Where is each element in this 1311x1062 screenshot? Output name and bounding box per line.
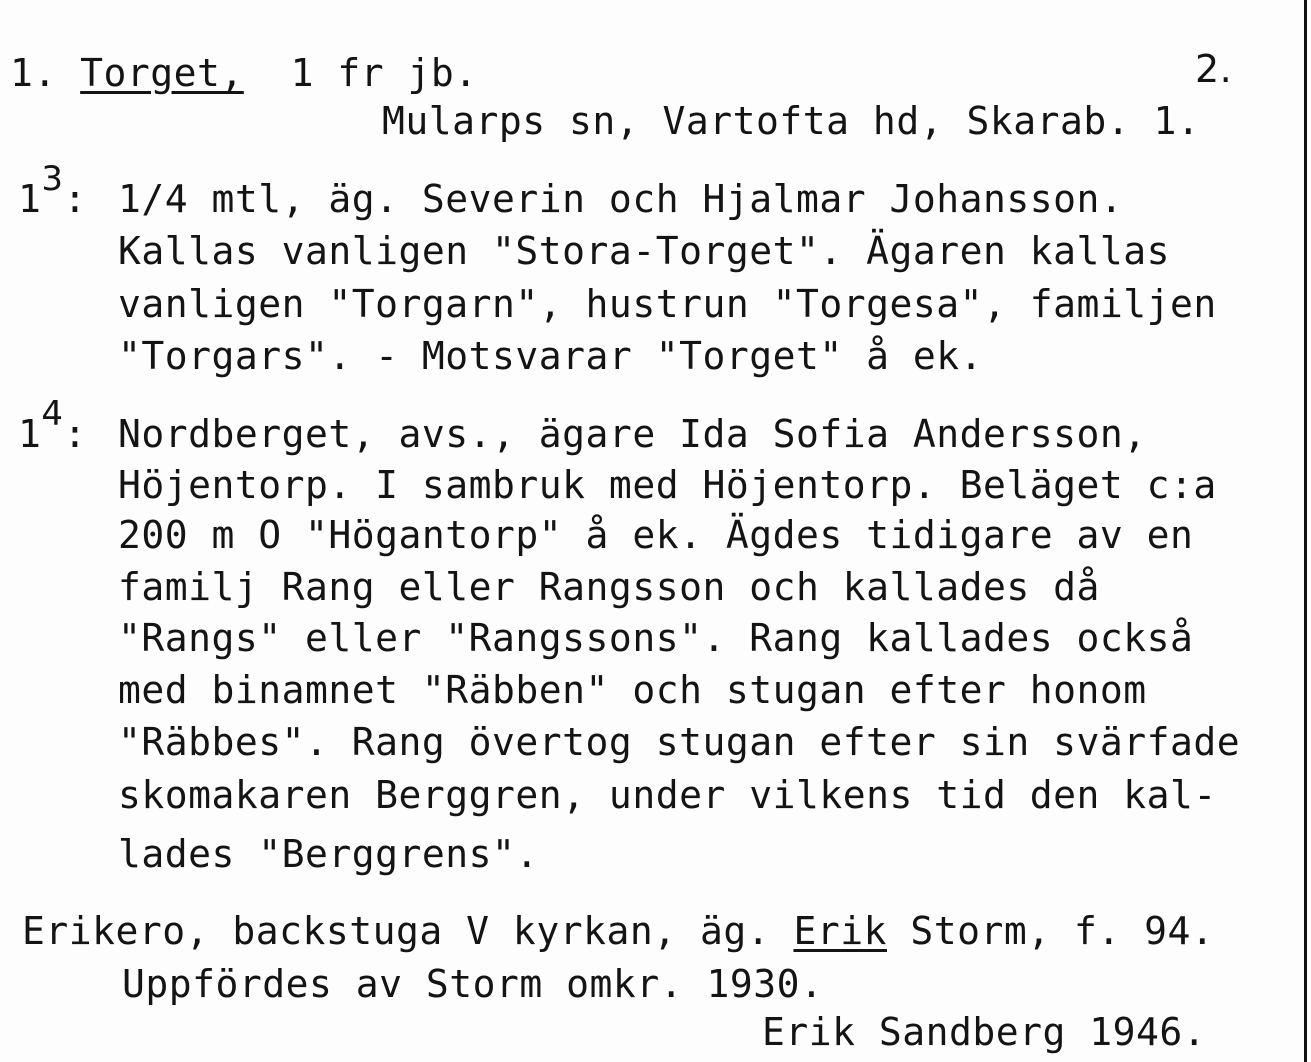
subentry-1-4-line: med binamnet "Räbben" och stugan efter honom (118, 668, 1147, 712)
subentry-1-4-line: "Rangs" eller "Rangssons". Rang kallades också (118, 616, 1194, 660)
marker-colon: : (63, 177, 87, 221)
subentry-1-4-line: lades "Berggrens". (118, 832, 539, 876)
entry-number: 1. (10, 51, 57, 95)
subentry-marker-1-3 (18, 159, 87, 221)
subentry-1-3-line: Kallas vanligen "Stora-Torget". Ägaren kallas (118, 229, 1171, 273)
entry-name: Torget, (80, 51, 244, 95)
marker-superscript: 4 (41, 394, 64, 434)
subentry-1-4-line: "Räbbes". Rang övertog stugan efter sin svärfade (118, 720, 1241, 764)
subentry-1-3-line: 1/4 mtl, äg. Severin och Hjalmar Johansson. (118, 177, 1124, 221)
erikero-text: Erikero, backstuga V kyrkan, äg. (22, 909, 794, 953)
marker-base: 1 (18, 412, 42, 456)
entry-heading (10, 51, 478, 95)
location-line: Mularps sn, Vartofta hd, Skarab. 1. (382, 99, 1201, 143)
signature: Erik Sandberg 1946. (762, 1010, 1207, 1054)
subentry-1-4-line: Höjentorp. I sambruk med Höjentorp. Beläget c:a (118, 463, 1217, 507)
marker-superscript: 3 (41, 159, 64, 199)
erikero-text-end: Storm, f. 94. (887, 909, 1215, 953)
card-edge (1304, 0, 1307, 1062)
marker-base: 1 (18, 177, 42, 221)
subentry-1-4-line: 200 m O "Högantorp" å ek. Ägdes tidigare av en (118, 513, 1194, 557)
page-number: 2. (1195, 47, 1233, 91)
subentry-marker-1-4 (18, 394, 87, 456)
subentry-1-3-line: vanligen "Torgarn", hustrun "Torgesa", familjen (118, 282, 1217, 326)
entry-description: 1 fr jb. (290, 51, 478, 95)
erikero-entry (22, 909, 1215, 953)
subentry-1-4-line: familj Rang eller Rangsson och kallades då (118, 565, 1100, 609)
erikero-owner-first-name: Erik (793, 909, 887, 953)
subentry-1-3-line: "Torgars". - Motsvarar "Torget" å ek. (118, 334, 983, 378)
erikero-built-line: Uppfördes av Storm omkr. 1930. (122, 962, 824, 1006)
subentry-1-4-line: skomakaren Berggren, under vilkens tid den kal- (118, 773, 1217, 817)
subentry-1-4-line: Nordberget, avs., ägare Ida Sofia Andersson, (118, 412, 1147, 456)
marker-colon: : (63, 412, 87, 456)
